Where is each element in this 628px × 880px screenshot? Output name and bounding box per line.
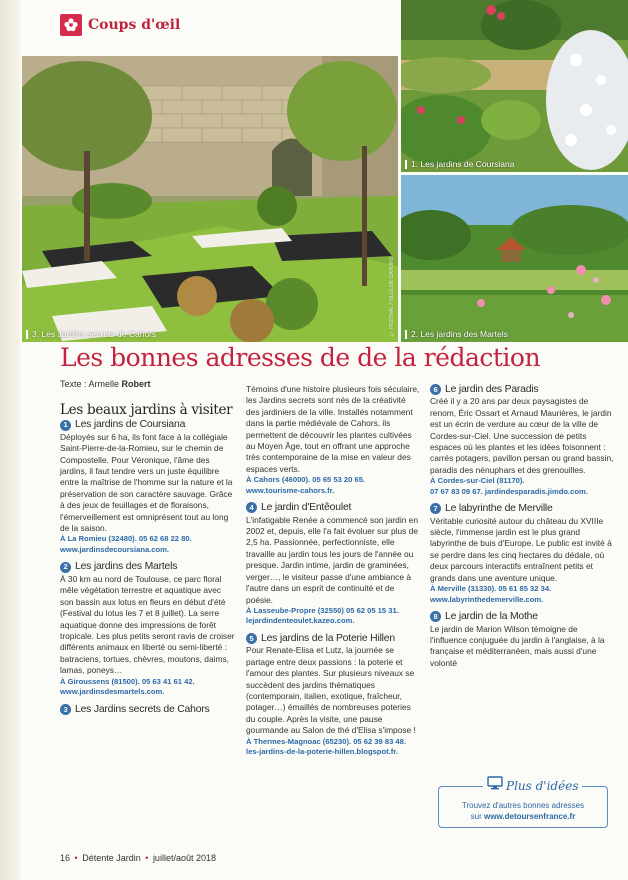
entry-website-link[interactable]: les-jardins-de-la-poterie-hillen.blogspot.fr. [246,747,398,757]
entry-title-text: Les jardins de Coursiana [75,419,186,431]
entry-title [246,502,421,513]
caption-accent [26,330,28,339]
entry-contact: À Lasseube-Propre (32550) 05 62 05 15 31. [246,605,399,615]
entry-title-text: Le jardin d'Entêoulet [261,502,352,514]
caption-accent [405,330,407,339]
entry-title [430,384,615,395]
photo-caption [405,329,508,339]
flower-icon [60,14,82,36]
entry-contact: À Thermes-Magnoac (65230). 05 62 39 83 48. [246,736,406,746]
page-title: Les bonnes adresses de de la rédaction [60,343,541,372]
more-ideas-box [438,778,608,828]
garden-entry-continued [246,384,421,496]
photo-caption [405,159,514,169]
column-2 [246,384,421,764]
photo-caption-text: 3. Les Jardins secrets de Cahors [32,329,157,339]
garden-entry [246,633,421,758]
entry-website-link[interactable]: www.tourisme-cahors.fr. [246,485,335,495]
entry-contact: À Cahors (46000). 05 65 53 20 65. [246,475,366,485]
more-ideas-website-link[interactable]: www.detoursenfrance.fr [484,812,576,821]
entry-number-badge: 1 [60,420,71,431]
garden-entry [60,704,236,715]
entry-title-text: Le labyrinthe de Merville [445,503,553,515]
entry-contact: À Giroussens (81500). 05 63 41 61 42. [60,676,195,686]
entry-number-badge: 4 [246,502,257,513]
photo-credit: © FESTIVAL / VILLE DE CAHORS [389,256,395,336]
caption-accent [405,160,407,169]
footer-separator-dot: • [74,853,78,863]
entry-number-badge: 5 [246,633,257,644]
garden-entry [60,419,236,555]
section-badge [60,12,180,38]
entry-title-text: Les jardins de la Poterie Hillen [261,632,395,644]
entry-title [60,419,236,430]
column-3 [430,384,615,675]
entry-title [430,611,615,622]
entry-body: Le jardin de Marion Wilson témoigne de l'influence conjuguée du jardin à l'anglaise, à la française et méditerranéen, mais aussi d'une volonté [430,623,605,668]
entry-title [246,633,421,644]
more-ideas-link-line [439,811,607,822]
entry-title-text: Les jardins des Martels [75,561,178,573]
page-number: 16 [60,853,71,863]
column-1 [60,402,236,721]
entry-title [60,704,236,715]
garden-entry [60,561,236,697]
author-line [60,379,151,389]
entry-number-badge: 8 [430,611,441,622]
issue-date: juillet/août 2018 [152,853,216,863]
more-ideas-line: Trouvez d'autres bonnes adresses [461,801,585,810]
author-prefix: Texte : Armelle [60,379,120,389]
entry-number-badge: 3 [60,704,71,715]
photo-caption-text: 2. Les jardins des Martels [411,329,508,339]
entry-title-text: Le jardin de la Mothe [445,611,538,623]
photo-jardins-coursiana [401,0,628,172]
entry-contact: À La Romieu (32480). 05 62 68 22 80. [60,534,192,544]
entry-body: Véritable curiosité autour du château du XVIIIe siècle, l'immense jardin est le plus grand labyrinthe de buis d'Europe. Le public est invité à se perdre dans les cinq hectares du dédale, où deux parcours interactifs entraînent petits et grands dans une aventure unique. [430,515,612,583]
entry-website-link[interactable]: www.jardinsdecoursiana.com. [60,544,170,554]
entry-contact: À Cordes-sur-Ciel (81170). [430,476,525,486]
entry-body: À 30 km au nord de Toulouse, ce parc floral mêle végétation terrestre et aquatique avec son bassin aux lotus en fleurs en début d'été (Festival du lotus les 7 et 8 juillet). La serre aquatique donne des impressions de forêt tropicale. Les plus petits seront ravis de croiser différents animaux en liberté ou semi-liberté : batraciens, tortues, chèvres, moutons, daims, lamas, poneys… [60,573,235,676]
entry-body: Pour Renate-Elisa et Lutz, la journée se partage entre deux passions : la poterie et l'amour des plantes. Sur plusieurs niveaux se succèdent des jardins thématiques (contemporain, italien, exotique, fraîcheur, potager…) émaillés de nombreuses poteries du couple. Après la visite, une pause gourmande au Salon de thé d'Elisa s'impose ! [246,645,416,736]
more-ideas-title: Plus d'idées [506,778,579,793]
more-ideas-text [439,800,607,822]
footer-separator-dot: • [145,853,149,863]
photo-jardins-martels [401,175,628,342]
garden-entry [430,384,615,497]
entry-contact: À Merville (31330). 05 61 85 32 34. [430,584,552,594]
page-footer [60,853,216,863]
entry-website-link[interactable]: 07 67 83 09 67. jardindesparadis.jimdo.com. [430,486,588,496]
entry-website-link[interactable]: lejardindenteoulet.kazeo.com. [246,616,355,626]
photo-caption [26,329,156,339]
entry-title-text: Le jardin des Paradis [445,384,539,395]
photo-jardins-secrets-cahors [22,56,398,342]
garden-entry [430,611,615,669]
entry-body: L'infatigable Renée a commencé son jardin en 2002 et, depuis, elle l'a fait évoluer sur plus de 2,5 ha. Passionnée, perfectionniste, elle travaille au jardin tous les jours de l'année ou presque. Jardin intime, jardin de graminées, verger…, le visiteur passe d'une ambiance à l'autre dans un esprit de continuité et de poésie. [246,514,418,605]
magazine-name: Détente Jardin [82,853,141,863]
author-name: Robert [121,379,151,389]
entry-website-link[interactable]: www.labyrinthedemerville.com. [430,594,544,604]
page-gutter [0,0,20,880]
garden-entry [246,502,421,627]
garden-entry [430,503,615,605]
entry-title [60,561,236,572]
entry-body: Témoins d'une histoire plusieurs fois séculaire, les Jardins secrets sont nés de la créativité des jardiniers de la ville. Installés notamment dans la partie médiévale de Cahors, ils permettent de découvrir les plantes cultivées au Moyen Âge, tout en offrant une approche très contemporaine de la mise en valeur des espaces verts. [246,384,420,474]
more-ideas-prefix: sur [470,812,482,821]
more-ideas-header [483,776,582,795]
section-subhead: Les beaux jardins à visiter [60,402,233,418]
entry-website-link[interactable]: www.jardinsdesmartels.com. [60,687,165,697]
entry-number-badge: 6 [430,384,441,395]
entry-body: Créé il y a 20 ans par deux paysagistes de renom, Éric Ossart et Arnaud Maurières, le jardin est un écrin de verdure au cœur de la ville de Cordes-sur-Ciel. Une succession de petits espaces où les plantes et les idées foisonnent : carrés potagers, pavillon persan ou grand bassin, paradis des nénuphars et des grenouilles. [430,396,614,475]
section-label: Coups d'œil [88,17,181,33]
entry-number-badge: 2 [60,562,71,573]
monitor-icon [487,776,503,795]
entry-number-badge: 7 [430,503,441,514]
entry-title-text: Les Jardins secrets de Cahors [75,703,210,715]
photo-caption-text: 1. Les jardins de Coursiana [411,159,515,169]
entry-body: Déployés sur 6 ha, ils font face à la collégiale Saint-Pierre-de-la-Romieu, sur le chemin de Compostelle. Pour Véronique, l'âme des jardins, il faut tendre vers un juste équilibre entre la maîtrise de l'homme sur la nature et la préservation de son caractère sauvage. Grâce à des jeux de feuillages et de floraisons, l'émerveillement est omniprésent tout au long de la saison. [60,431,233,534]
entry-title [430,503,615,514]
